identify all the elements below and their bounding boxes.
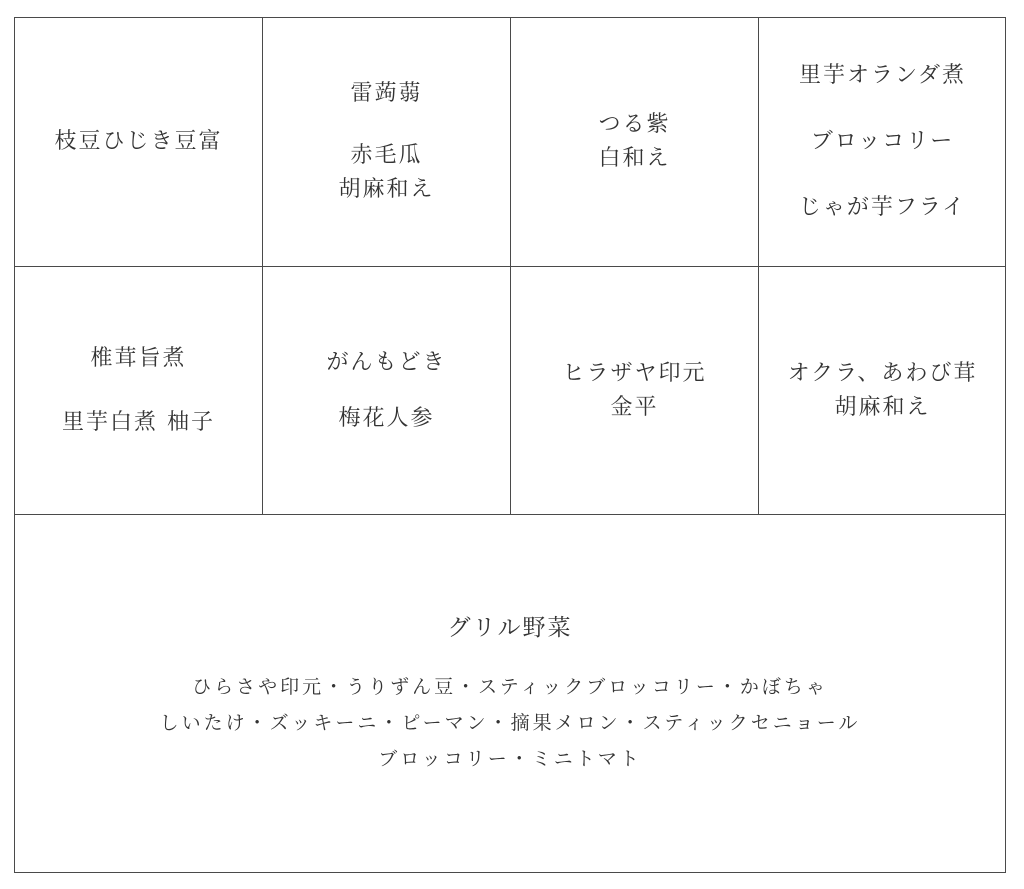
menu-cell-4 xyxy=(759,18,1006,266)
dish-label: 胡麻和え xyxy=(338,177,435,202)
dish-label: 里芋オランダ煮 xyxy=(798,63,967,88)
dish-label: 梅花人参 xyxy=(338,405,435,431)
menu-cell-5 xyxy=(15,267,262,514)
dish-label: じゃが芋フライ xyxy=(798,195,967,220)
dish-label: 胡麻和え xyxy=(834,394,931,420)
menu-table xyxy=(14,17,1006,873)
dish-label: 赤毛瓜 xyxy=(350,143,423,168)
menu-cell-8 xyxy=(759,267,1006,514)
dish-label: 椎茸旨煮 xyxy=(90,345,187,371)
menu-cell-7 xyxy=(511,267,758,514)
grill-items-line: ブロッコリー・ミニトマト xyxy=(378,747,642,770)
dish-label: 金平 xyxy=(610,394,659,420)
dish-label: ブロッコリー xyxy=(810,129,955,154)
menu-cell-3 xyxy=(511,18,758,266)
dish-label: ヒラザヤ印元 xyxy=(562,360,707,386)
menu-cell-6 xyxy=(263,267,510,514)
grill-items-line: ひらさや印元・うりずん豆・スティックブロッコリー・かぼちゃ xyxy=(192,675,828,698)
grill-items-line: しいたけ・ズッキーニ・ピーマン・摘果メロン・スティックセニョール xyxy=(159,711,861,734)
dish-label: 里芋白煮 柚子 xyxy=(62,409,215,435)
dish-label: 白和え xyxy=(598,146,671,171)
dish-label: つる紫 xyxy=(598,112,671,137)
dish-label: オクラ、あわび茸 xyxy=(787,360,978,386)
dish-label: 雷蒟蒻 xyxy=(350,81,423,106)
menu-cell-1 xyxy=(15,18,262,266)
grill-title: グリル野菜 xyxy=(447,614,573,641)
dish-label: がんもどき xyxy=(326,349,447,375)
dish-label: 枝豆ひじき豆富 xyxy=(54,129,223,154)
grill-vegetables-cell xyxy=(15,515,1005,872)
menu-cell-2 xyxy=(263,18,510,266)
